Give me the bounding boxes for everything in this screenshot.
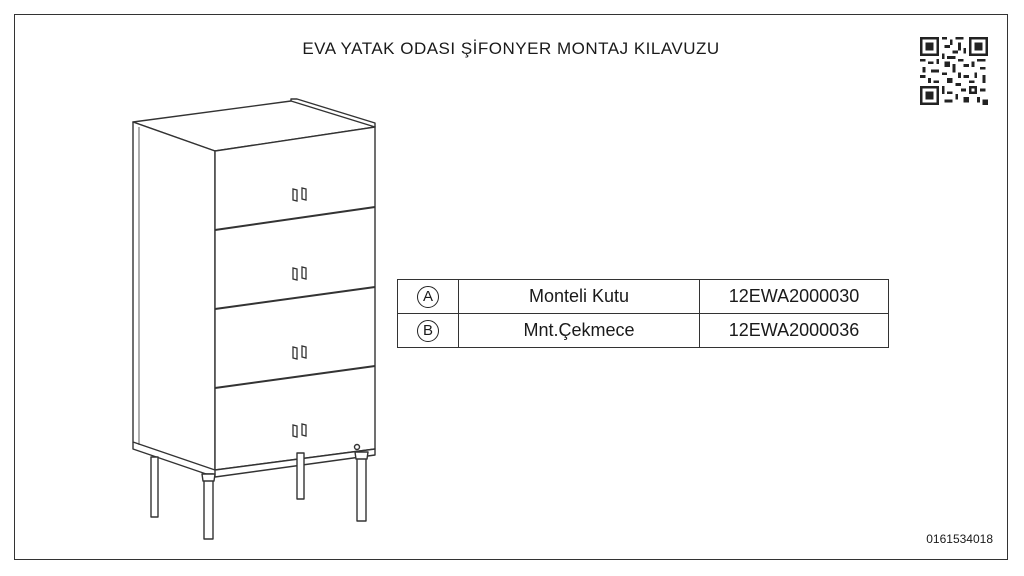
part-letter: B xyxy=(417,320,439,342)
dresser-illustration xyxy=(131,97,381,547)
part-name: Mnt.Çekmece xyxy=(459,314,700,348)
part-letter-cell xyxy=(398,314,459,348)
part-name: Monteli Kutu xyxy=(459,280,700,314)
qr-code-icon xyxy=(920,37,988,105)
table-row xyxy=(398,314,889,348)
page-frame xyxy=(14,14,1008,560)
part-code: 12EWA2000036 xyxy=(700,314,889,348)
table-row xyxy=(398,280,889,314)
parts-table xyxy=(397,279,889,348)
page-title: EVA YATAK ODASI ŞİFONYER MONTAJ KILAVUZU xyxy=(302,39,720,58)
document-number: 0161534018 xyxy=(926,532,993,546)
part-letter-cell xyxy=(398,280,459,314)
part-code: 12EWA2000030 xyxy=(700,280,889,314)
part-letter: A xyxy=(417,286,439,308)
